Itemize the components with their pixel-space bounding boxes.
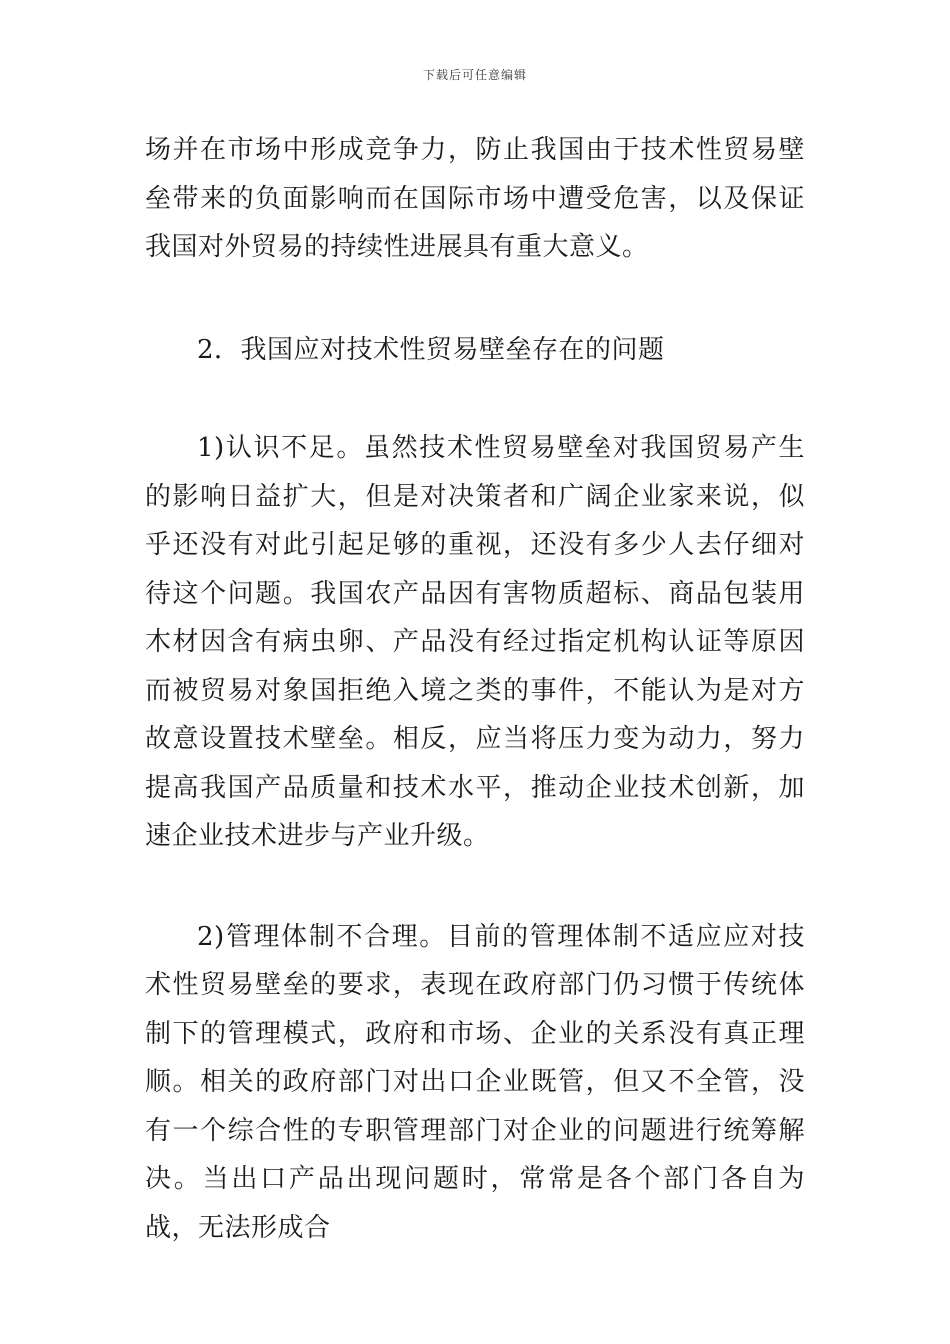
section-heading: 2．我国应对技术性贸易壁垒存在的问题 (197, 334, 665, 365)
paragraph-item-1: 1)认识不足。虽然技术性贸易壁垒对我国贸易产生的影响日益扩大，但是对决策者和广阔企业家来说，似乎还没有对此引起足够的重视，还没有多少人去仔细对待这个问题。我国农产品因有害物质超标、商品包装用木材因含有病虫卵、产品没有经过指定机构认证等原因而被贸易对象国拒绝入境之类的事件，不能认为是对方故意设置技术壁垒。相反，应当将压力变为动力，努力提高我国产品质量和技术水平，推动企业技术创新，加速企业技术进步与产业升级。 (145, 433, 805, 851)
page-header: 下载后可任意编辑 (422, 68, 527, 82)
document-body (145, 126, 805, 1252)
paragraph-item-2: 2)管理体制不合理。目前的管理体制不适应应对技术性贸易壁垒的要求，表现在政府部门仍习惯于传统体制下的管理模式，政府和市场、企业的关系没有真正理顺。相关的政府部门对出口企业既管，但又不全管，没有一个综合性的专职管理部门对企业的问题进行统筹解决。当出口产品出现问题时，常常是各个部门各自为战，无法形成合 (145, 921, 805, 1243)
paragraph-continuation: 场并在市场中形成竞争力，防止我国由于技术性贸易壁垒带来的负面影响而在国际市场中遭受危害，以及保证我国对外贸易的持续性进展具有重大意义。 (145, 135, 805, 262)
